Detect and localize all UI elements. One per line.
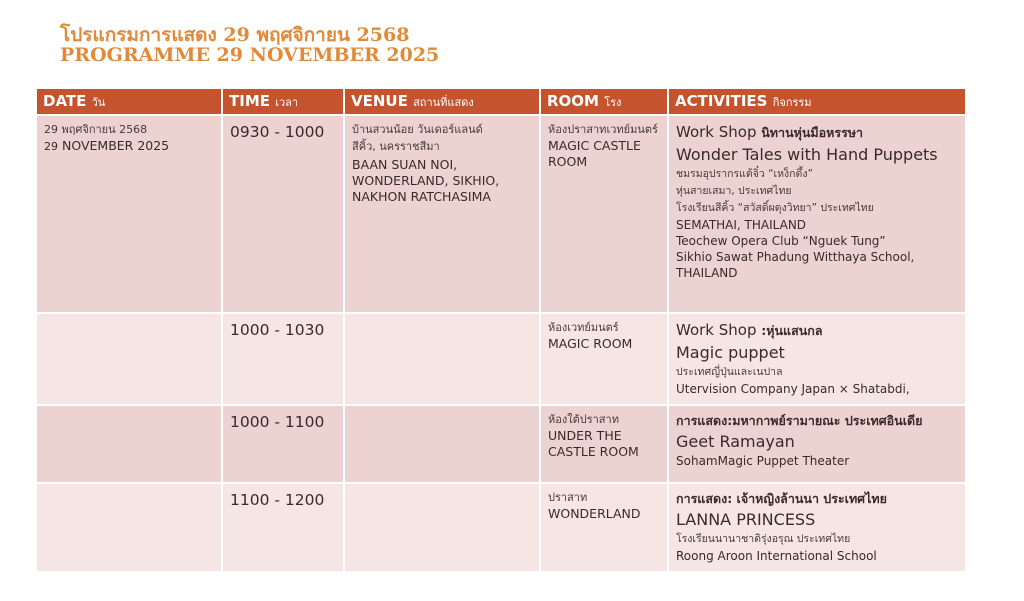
table-row [37, 405, 966, 483]
room-cell [540, 405, 668, 483]
column-header-venue: VENUE สถานที่แสดง [344, 89, 540, 115]
date-cell [37, 115, 222, 313]
table-header-row [37, 89, 966, 115]
column-header-date: DATE วัน [37, 89, 222, 115]
performer-english: Utervision Company Japan × Shatabdi, [676, 382, 910, 396]
room-cell [540, 313, 668, 405]
activity-type: Work Shop [676, 123, 757, 141]
activity-cell [668, 115, 966, 313]
activity-title-english: LANNA PRINCESS [676, 510, 816, 529]
venue-thai-line2: สีคิ้ว, นครราชสีมา [352, 140, 440, 153]
venue-cell [344, 405, 540, 483]
performer-thai: หุ่นสายเสมา, ประเทศไทย [676, 185, 792, 197]
room-english: WONDERLAND [548, 506, 641, 521]
venue-english: BAAN SUAN NOI, WONDERLAND, SIKHIO, NAKHON RATCHASIMA [352, 157, 500, 204]
performer-english: Roong Aroon International School [676, 549, 877, 563]
column-header-room: ROOM โรง [540, 89, 668, 115]
performer-english: SohamMagic Puppet Theater [676, 454, 850, 468]
activity-type: Work Shop [676, 321, 757, 339]
page-title-thai: โปรแกรมการแสดง 29 พฤศจิกายน 2568 [60, 24, 410, 46]
venue-thai-line1: บ้านสวนน้อย วันเดอร์แลนด์ [352, 123, 483, 136]
column-header-time: TIME เวลา [222, 89, 344, 115]
activity-title-english: Magic puppet [676, 343, 785, 362]
performer-thai: ประเทศญี่ปุ่นและเนปาล [676, 366, 783, 378]
room-thai: ห้องปราสาทเวทย์มนตร์ [548, 123, 658, 136]
room-cell [540, 115, 668, 313]
room-english: UNDER THE CASTLE ROOM [548, 428, 639, 459]
room-thai: ปราสาท [548, 491, 588, 504]
date-month: NOVEMBER 2025 [61, 138, 170, 153]
performer-thai: ชมรมอุปรากรแต้จิ๋ว “เหง็กตึ้ง” [676, 168, 813, 180]
time-cell: 1000 - 1030 [222, 313, 344, 405]
activity-cell [668, 483, 966, 571]
room-english: MAGIC ROOM [548, 336, 633, 351]
time-cell: 0930 - 1000 [222, 115, 344, 313]
programme-table [37, 89, 967, 571]
activity-cell [668, 405, 966, 483]
date-cell [37, 313, 222, 405]
activity-title-thai: นิทานหุ่นมือหรรษา [761, 125, 864, 140]
activity-title-thai: การแสดง: เจ้าหญิงล้านนา ประเทศไทย [676, 491, 887, 506]
room-cell [540, 483, 668, 571]
performer-thai: โรงเรียนสีคิ้ว “สวัสดิ์ผดุงวิทยา” ประเทศไทย [676, 202, 874, 214]
table-row [37, 313, 966, 405]
performer-english: Sikhio Sawat Phadung Witthaya School, THAILAND [676, 250, 915, 280]
activity-cell [668, 313, 966, 405]
room-thai: ห้องใต้ปราสาท [548, 413, 619, 426]
activity-title-thai: การแสดง:มหากาพย์รามายณะ ประเทศอินเดีย [676, 413, 923, 428]
venue-cell [344, 483, 540, 571]
date-cell [37, 483, 222, 571]
activity-title-english: Wonder Tales with Hand Puppets [676, 145, 938, 164]
performer-english: SEMATHAI, THAILAND [676, 218, 807, 232]
date-day: 29 [44, 140, 58, 153]
room-english: MAGIC CASTLE ROOM [548, 138, 641, 169]
performer-thai: โรงเรียนนานาชาติรุ่งอรุณ ประเทศไทย [676, 533, 851, 545]
date-thai: 29 พฤศจิกายน 2568 [44, 123, 148, 136]
table-row [37, 115, 966, 313]
page-title-english: PROGRAMME 29 NOVEMBER 2025 [60, 44, 440, 66]
time-cell: 1000 - 1100 [222, 405, 344, 483]
column-header-activities: ACTIVITIES กิจกรรม [668, 89, 966, 115]
activity-title-english: Geet Ramayan [676, 432, 795, 451]
activity-title-thai: :หุ่นแสนกล [761, 323, 823, 338]
time-cell: 1100 - 1200 [222, 483, 344, 571]
date-cell [37, 405, 222, 483]
venue-cell [344, 313, 540, 405]
room-thai: ห้องเวทย์มนตร์ [548, 321, 619, 334]
performer-english: Teochew Opera Club “Nguek Tung” [676, 234, 886, 248]
venue-cell [344, 115, 540, 313]
table-row [37, 483, 966, 571]
